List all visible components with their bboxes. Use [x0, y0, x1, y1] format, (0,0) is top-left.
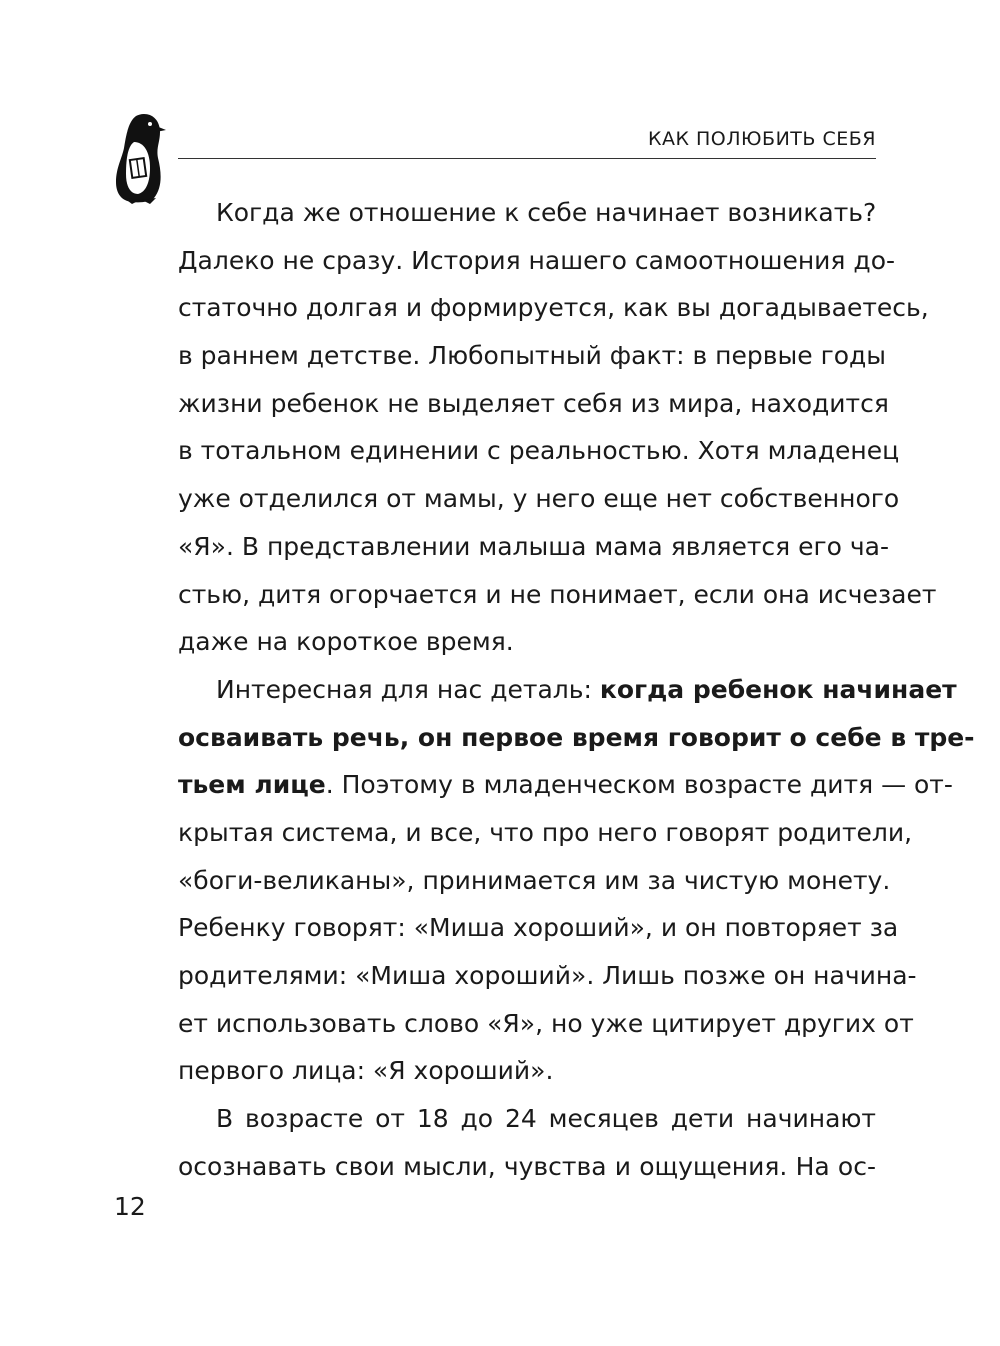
text-line: уже отделился от мамы, у него еще нет собственного — [178, 484, 900, 514]
text-line: родителями: «Миша хороший». Лишь позже он начина- — [178, 961, 917, 990]
text-line: жизни ребенок не выделяет себя из мира, находится — [178, 388, 889, 418]
running-header-title: КАК ПОЛЮБИТЬ СЕБЯ — [648, 128, 876, 150]
bold-text-span: тьем лице — [178, 770, 326, 800]
text-line: Далеко не сразу. История нашего самоотношения до- — [178, 245, 896, 275]
text-line: Ребенку говорят: «Миша хороший», и он повторяет за — [178, 913, 899, 943]
text-line: первого лица: «Я хороший». — [178, 1056, 554, 1086]
text-line: крытая система, и все, что про него говорят родители, — [178, 817, 913, 847]
header-divider — [178, 158, 876, 159]
text-line: ет использовать слово «Я», но уже цитирует других от — [178, 1008, 914, 1038]
text-line: стью, дитя огорчается и не понимает, если она исчезает — [178, 579, 937, 609]
text-line — [178, 714, 975, 762]
text-line: в тотальном единении с реальностью. Хотя младенец — [178, 436, 900, 466]
text-line — [178, 666, 957, 714]
bold-text-span: когда ребенок начинает — [599, 674, 957, 704]
body-text — [178, 189, 975, 1190]
text-line: Когда же отношение к себе начинает возникать? — [216, 198, 877, 227]
text-line: осознавать свои мысли, чувства и ощущения. На ос- — [178, 1151, 876, 1181]
text-line: В возрасте от 18 до 24 месяцев дети начинают — [216, 1104, 876, 1134]
bold-text-span: осваивать речь, он первое время говорит о себе в тре- — [178, 722, 975, 752]
text-line: «Я». В представлении малыша мама является его ча- — [178, 531, 890, 561]
paragraph-2 — [178, 666, 975, 1095]
text-line: «боги-великаны», принимается им за чистую монету. — [178, 865, 891, 895]
text-line: даже на короткое время. — [178, 627, 514, 657]
paragraph-1 — [178, 189, 937, 666]
text-line — [178, 761, 953, 809]
page-number: 12 — [114, 1192, 146, 1221]
paragraph-3 — [178, 1095, 876, 1190]
penguin-logo-icon — [110, 112, 166, 204]
text-line: статочно долгая и формируется, как вы догадываетесь, — [178, 293, 929, 323]
text-span: Интересная для нас деталь: — [216, 674, 600, 704]
text-line: в раннем детстве. Любопытный факт: в первые годы — [178, 341, 887, 371]
text-span: . Поэтому в младенческом возрасте дитя — от- — [325, 770, 953, 800]
